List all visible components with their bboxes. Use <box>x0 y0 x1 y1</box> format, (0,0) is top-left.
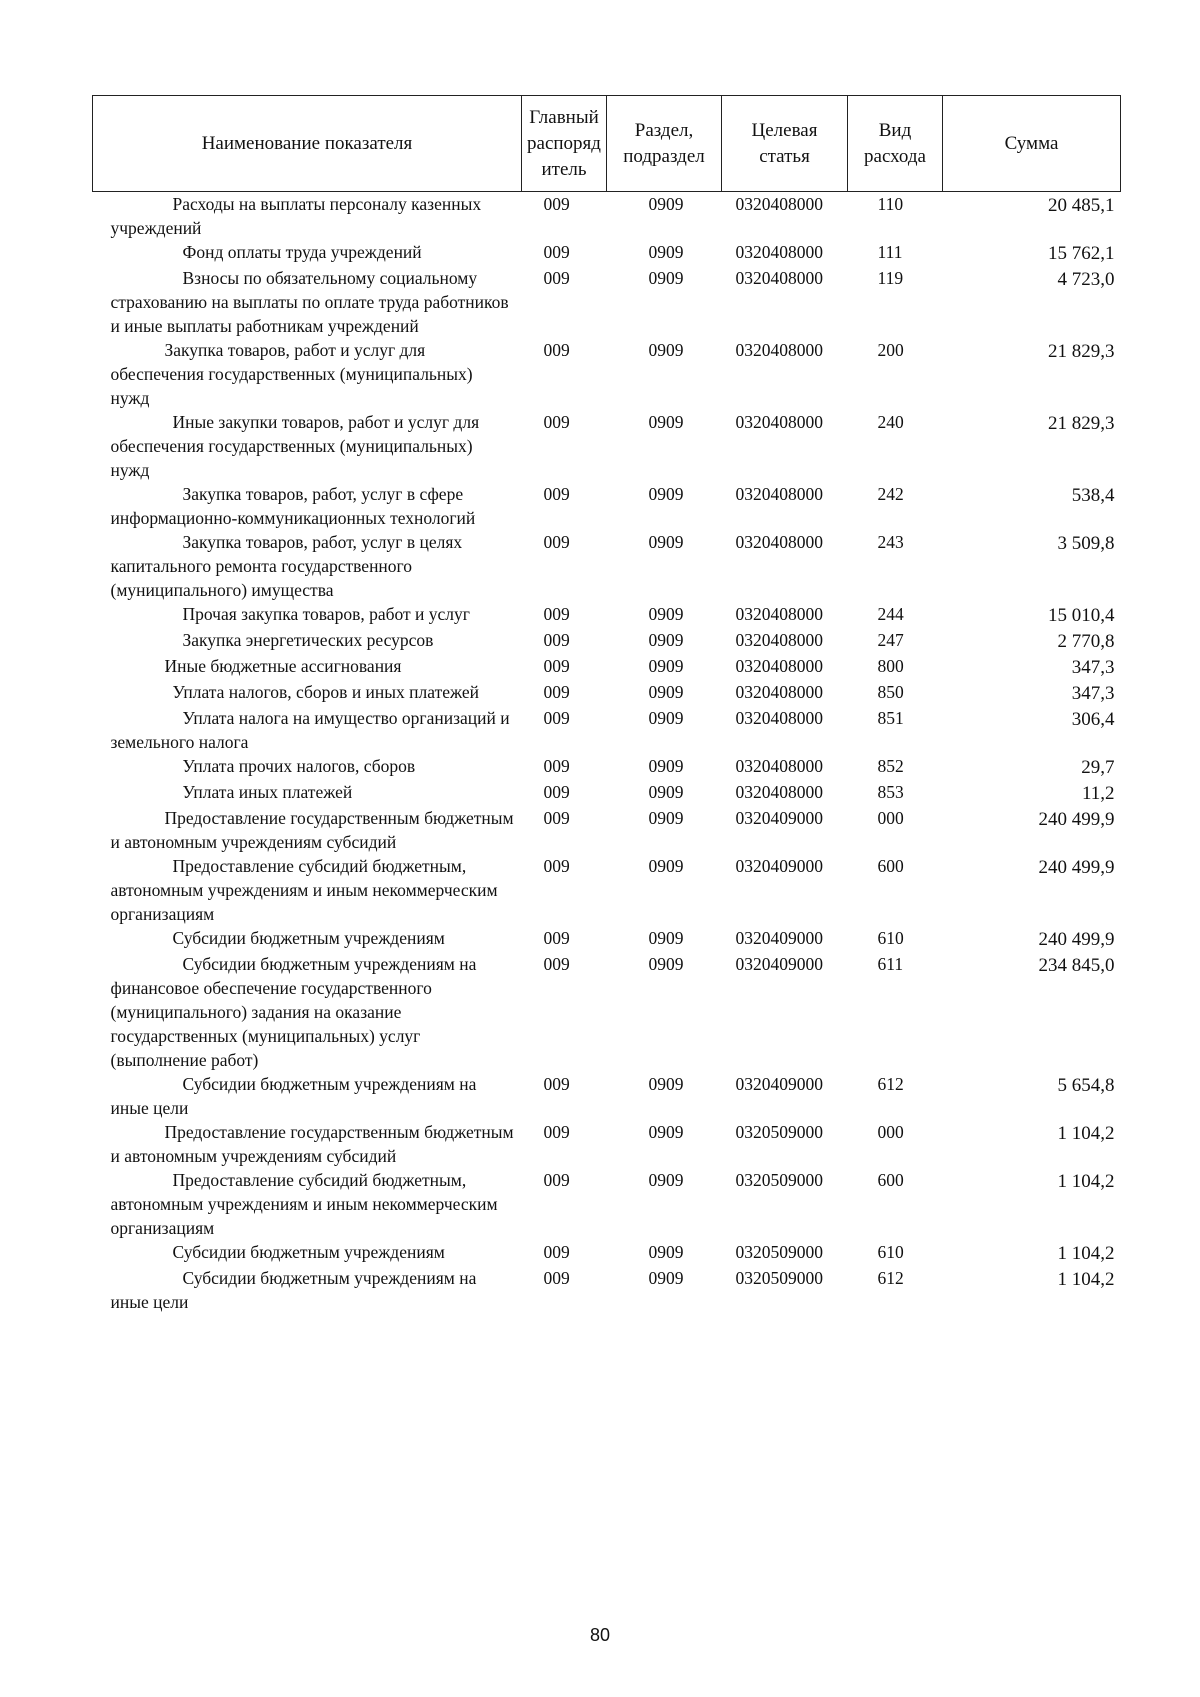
row-sum: 1 104,2 <box>1057 1123 1115 1144</box>
table-row <box>93 628 1121 654</box>
row-gr: 009 <box>543 782 570 802</box>
row-section: 0909 <box>648 194 684 214</box>
row-target: 0320408000 <box>735 412 823 432</box>
table-header <box>93 96 1121 192</box>
header-sum-text: Сумма <box>1004 132 1059 154</box>
table-row <box>93 602 1121 628</box>
row-name <box>93 680 522 706</box>
row-name <box>93 854 522 926</box>
table-row <box>93 654 1121 680</box>
table-body <box>93 192 1121 1315</box>
table-row <box>93 1266 1121 1314</box>
row-sum: 21 829,3 <box>1048 341 1115 362</box>
row-name <box>93 706 522 754</box>
row-sum: 15 762,1 <box>1048 243 1115 264</box>
row-target: 0320408000 <box>735 532 823 552</box>
row-target: 0320509000 <box>735 1122 823 1142</box>
row-kind: 119 <box>877 268 904 288</box>
header-kind-line1: Вид <box>878 119 912 141</box>
row-target: 0320408000 <box>735 194 823 214</box>
table-row <box>93 240 1121 266</box>
row-kind: 600 <box>877 1170 904 1190</box>
row-section: 0909 <box>648 756 684 776</box>
row-sum: 240 499,9 <box>1038 929 1115 950</box>
row-target: 0320408000 <box>735 630 823 650</box>
header-name-text: Наименование показателя <box>201 132 413 154</box>
header-sum <box>943 96 1121 192</box>
row-target: 0320408000 <box>735 268 823 288</box>
row-sum: 4 723,0 <box>1057 269 1115 290</box>
row-name <box>93 780 522 806</box>
row-section: 0909 <box>648 1074 684 1094</box>
row-name <box>93 266 522 338</box>
table-row <box>93 780 1121 806</box>
row-name-text: Расходы на выплаты персоналу казенных учреждений <box>110 194 482 238</box>
row-kind: 612 <box>877 1074 904 1094</box>
row-gr: 009 <box>543 484 570 504</box>
row-section: 0909 <box>648 412 684 432</box>
row-name-text: Предоставление государственным бюджетным и автономным учреждениям субсидий <box>110 808 514 852</box>
row-sum: 3 509,8 <box>1057 533 1115 554</box>
row-name-text: Фонд оплаты труда учреждений <box>182 242 422 262</box>
row-name <box>93 192 522 241</box>
header-section <box>607 96 722 192</box>
header-gr-line3: итель <box>541 158 587 180</box>
row-name <box>93 602 522 628</box>
row-section: 0909 <box>648 242 684 262</box>
row-kind: 850 <box>877 682 904 702</box>
row-sum: 538,4 <box>1071 485 1115 506</box>
row-sum: 20 485,1 <box>1048 195 1115 216</box>
row-kind: 851 <box>877 708 904 728</box>
row-name <box>93 654 522 680</box>
row-gr: 009 <box>543 1074 570 1094</box>
row-name <box>93 410 522 482</box>
row-name-text: Субсидии бюджетным учреждениям <box>172 928 445 948</box>
row-kind: 000 <box>877 808 904 828</box>
row-sum: 347,3 <box>1071 657 1115 678</box>
row-gr: 009 <box>543 656 570 676</box>
header-name <box>93 96 522 192</box>
row-gr: 009 <box>543 708 570 728</box>
row-gr: 009 <box>543 756 570 776</box>
row-name-text: Взносы по обязательному социальному страхованию на выплаты по оплате труда работников и иные выплаты работникам учреждений <box>110 268 509 336</box>
row-sum: 15 010,4 <box>1048 605 1115 626</box>
row-target: 0320408000 <box>735 340 823 360</box>
row-name <box>93 806 522 854</box>
table-row <box>93 680 1121 706</box>
row-name <box>93 1240 522 1266</box>
header-expense-kind <box>848 96 943 192</box>
row-gr: 009 <box>543 928 570 948</box>
row-name <box>93 1266 522 1314</box>
row-name-text: Иные бюджетные ассигнования <box>164 656 402 676</box>
row-sum: 234 845,0 <box>1038 955 1115 976</box>
table-row <box>93 1240 1121 1266</box>
row-sum: 1 104,2 <box>1057 1269 1115 1290</box>
row-gr: 009 <box>543 1170 570 1190</box>
row-section: 0909 <box>648 484 684 504</box>
header-gr-line2: распоряд <box>527 132 601 154</box>
row-name-text: Закупка товаров, работ и услуг для обеспечения государственных (муниципальных) нужд <box>110 340 473 408</box>
row-name <box>93 952 522 1072</box>
row-section: 0909 <box>648 1122 684 1142</box>
row-name-text: Субсидии бюджетным учреждениям на финансовое обеспечение государственного (муниципального) задания на оказание государственных (муниципальных) услуг (выполнение работ) <box>110 954 477 1070</box>
row-target: 0320509000 <box>735 1268 823 1288</box>
row-gr: 009 <box>543 340 570 360</box>
row-gr: 009 <box>543 856 570 876</box>
row-name <box>93 1120 522 1168</box>
row-name-text: Субсидии бюджетным учреждениям на иные цели <box>110 1268 477 1312</box>
row-gr: 009 <box>543 194 570 214</box>
table-row <box>93 530 1121 602</box>
table-row <box>93 706 1121 754</box>
row-name-text: Предоставление субсидий бюджетным, автономным учреждениям и иным некоммерческим организациям <box>110 1170 498 1238</box>
row-kind: 611 <box>877 954 904 974</box>
row-sum: 240 499,9 <box>1038 857 1115 878</box>
row-section: 0909 <box>648 1242 684 1262</box>
header-kind-line2: расхода <box>864 145 926 167</box>
row-target: 0320408000 <box>735 242 823 262</box>
table-row <box>93 854 1121 926</box>
table-row <box>93 482 1121 530</box>
row-section: 0909 <box>648 1268 684 1288</box>
row-name-text: Иные закупки товаров, работ и услуг для обеспечения государственных (муниципальных) нужд <box>110 412 480 480</box>
row-section: 0909 <box>648 928 684 948</box>
row-name-text: Уплата иных платежей <box>182 782 353 802</box>
row-gr: 009 <box>543 242 570 262</box>
header-target-article <box>722 96 848 192</box>
row-kind: 852 <box>877 756 904 776</box>
row-gr: 009 <box>543 532 570 552</box>
row-section: 0909 <box>648 682 684 702</box>
table-row <box>93 952 1121 1072</box>
row-sum: 21 829,3 <box>1048 413 1115 434</box>
row-gr: 009 <box>543 604 570 624</box>
row-gr: 009 <box>543 1268 570 1288</box>
row-sum: 347,3 <box>1071 683 1115 704</box>
row-kind: 247 <box>877 630 904 650</box>
table-row <box>93 1072 1121 1120</box>
row-kind: 853 <box>877 782 904 802</box>
row-section: 0909 <box>648 708 684 728</box>
row-name <box>93 240 522 266</box>
row-name-text: Уплата прочих налогов, сборов <box>182 756 416 776</box>
row-kind: 111 <box>877 242 903 262</box>
table-row <box>93 266 1121 338</box>
row-section: 0909 <box>648 782 684 802</box>
row-kind: 600 <box>877 856 904 876</box>
header-chief-administrator <box>522 96 607 192</box>
row-section: 0909 <box>648 1170 684 1190</box>
row-gr: 009 <box>543 412 570 432</box>
row-name-text: Закупка товаров, работ, услуг в целях капитального ремонта государственного (муниципального) имущества <box>110 532 463 600</box>
row-kind: 610 <box>877 928 904 948</box>
row-section: 0909 <box>648 954 684 974</box>
row-name-text: Закупка энергетических ресурсов <box>182 630 434 650</box>
row-kind: 610 <box>877 1242 904 1262</box>
row-kind: 244 <box>877 604 904 624</box>
row-kind: 243 <box>877 532 904 552</box>
row-target: 0320408000 <box>735 656 823 676</box>
row-gr: 009 <box>543 808 570 828</box>
header-section-line2: подраздел <box>623 145 705 167</box>
table-row <box>93 338 1121 410</box>
row-kind: 200 <box>877 340 904 360</box>
row-kind: 240 <box>877 412 904 432</box>
table-row <box>93 410 1121 482</box>
row-kind: 110 <box>877 194 904 214</box>
row-section: 0909 <box>648 656 684 676</box>
row-section: 0909 <box>648 630 684 650</box>
budget-table <box>92 95 1121 1314</box>
header-section-line1: Раздел, <box>634 119 694 141</box>
row-name-text: Субсидии бюджетным учреждениям на иные цели <box>110 1074 477 1118</box>
row-target: 0320409000 <box>735 928 823 948</box>
row-kind: 000 <box>877 1122 904 1142</box>
row-name <box>93 754 522 780</box>
row-gr: 009 <box>543 630 570 650</box>
table-row <box>93 754 1121 780</box>
row-kind: 242 <box>877 484 904 504</box>
row-target: 0320408000 <box>735 484 823 504</box>
row-name <box>93 1072 522 1120</box>
row-name <box>93 628 522 654</box>
row-target: 0320408000 <box>735 604 823 624</box>
row-name <box>93 530 522 602</box>
row-target: 0320408000 <box>735 708 823 728</box>
row-target: 0320408000 <box>735 682 823 702</box>
row-sum: 5 654,8 <box>1057 1075 1115 1096</box>
table-row <box>93 806 1121 854</box>
row-target: 0320409000 <box>735 954 823 974</box>
row-sum: 1 104,2 <box>1057 1171 1115 1192</box>
row-kind: 800 <box>877 656 904 676</box>
header-target-line2: статья <box>759 145 810 167</box>
row-target: 0320408000 <box>735 756 823 776</box>
row-name-text: Субсидии бюджетным учреждениям <box>172 1242 445 1262</box>
row-gr: 009 <box>543 1242 570 1262</box>
row-section: 0909 <box>648 532 684 552</box>
row-name-text: Уплата налога на имущество организаций и земельного налога <box>110 708 510 752</box>
row-sum: 11,2 <box>1081 783 1115 804</box>
row-gr: 009 <box>543 682 570 702</box>
row-gr: 009 <box>543 268 570 288</box>
row-sum: 2 770,8 <box>1057 631 1115 652</box>
row-kind: 612 <box>877 1268 904 1288</box>
row-section: 0909 <box>648 856 684 876</box>
row-gr: 009 <box>543 954 570 974</box>
row-section: 0909 <box>648 268 684 288</box>
row-name <box>93 926 522 952</box>
row-sum: 306,4 <box>1071 709 1115 730</box>
row-target: 0320409000 <box>735 1074 823 1094</box>
row-name <box>93 1168 522 1240</box>
row-sum: 240 499,9 <box>1038 809 1115 830</box>
page-number: 80 <box>589 1625 611 1645</box>
row-gr: 009 <box>543 1122 570 1142</box>
header-gr-line1: Главный <box>529 106 599 128</box>
header-target-line1: Целевая <box>751 119 818 141</box>
table-row <box>93 926 1121 952</box>
row-name-text: Предоставление субсидий бюджетным, автономным учреждениям и иным некоммерческим организациям <box>110 856 498 924</box>
row-section: 0909 <box>648 808 684 828</box>
table-row <box>93 192 1121 241</box>
row-sum: 29,7 <box>1081 757 1115 778</box>
row-target: 0320408000 <box>735 782 823 802</box>
row-name-text: Прочая закупка товаров, работ и услуг <box>182 604 470 624</box>
row-target: 0320509000 <box>735 1242 823 1262</box>
row-name-text: Предоставление государственным бюджетным и автономным учреждениям субсидий <box>110 1122 514 1166</box>
row-name <box>93 482 522 530</box>
row-name-text: Закупка товаров, работ, услуг в сфере информационно-коммуникационных технологий <box>110 484 476 528</box>
row-target: 0320509000 <box>735 1170 823 1190</box>
table-row <box>93 1168 1121 1240</box>
row-name-text: Уплата налогов, сборов и иных платежей <box>172 682 479 702</box>
row-section: 0909 <box>648 604 684 624</box>
table-row <box>93 1120 1121 1168</box>
row-section: 0909 <box>648 340 684 360</box>
row-sum: 1 104,2 <box>1057 1243 1115 1264</box>
row-target: 0320409000 <box>735 856 823 876</box>
row-target: 0320409000 <box>735 808 823 828</box>
row-name <box>93 338 522 410</box>
